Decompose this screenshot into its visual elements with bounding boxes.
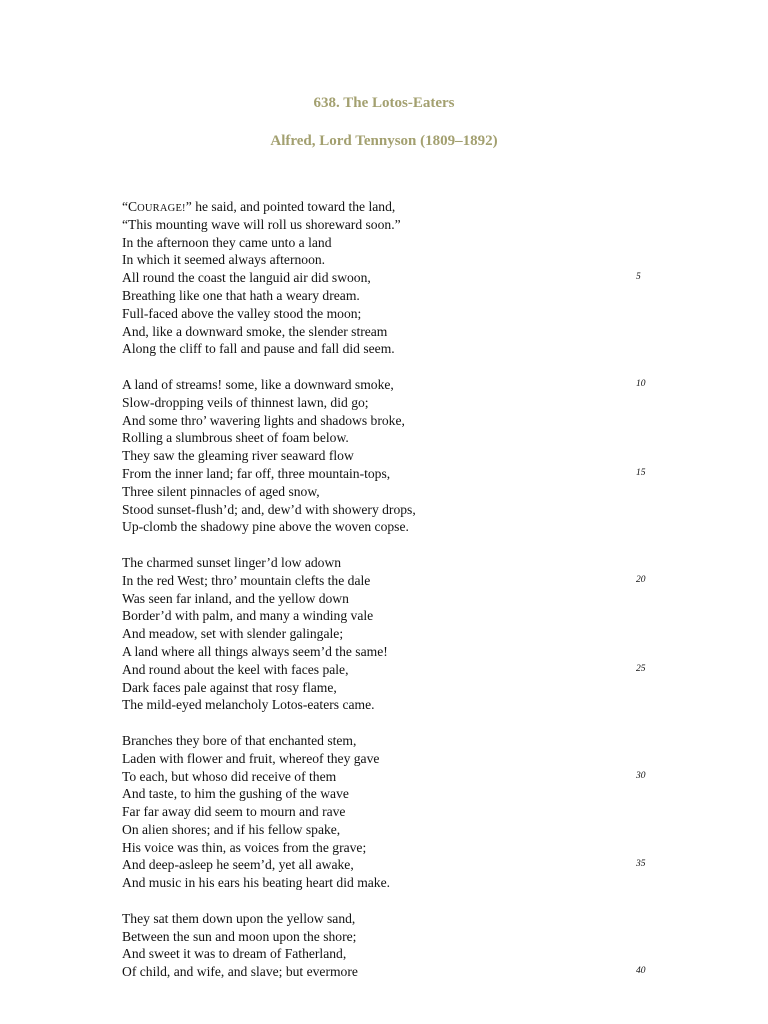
poem-line-text: “This mounting wave will roll us shoreward soon.” [122, 216, 401, 232]
poem-line-text: A land where all things always seem’d the same! [122, 643, 388, 659]
poem-line [122, 323, 682, 341]
stanza-break [122, 714, 682, 732]
poem-line [122, 251, 682, 269]
poem-line [122, 839, 682, 857]
poem-line [122, 501, 682, 519]
poem-line-text: The mild-eyed melancholy Lotos-eaters came. [122, 697, 375, 713]
stanza-break [122, 358, 682, 376]
poem-line [122, 518, 682, 536]
poem-line [122, 803, 682, 821]
line-number: 20 [636, 574, 646, 585]
poem-line [122, 554, 682, 572]
poem-line [122, 412, 682, 430]
poem-author: Alfred, Lord Tennyson (1809–1892) [270, 133, 498, 149]
poem-line [122, 679, 682, 697]
poem-line-text: Up-clomb the shadowy pine above the woven copse. [122, 519, 409, 535]
poem-line [122, 696, 682, 714]
poem-line-text: Slow-dropping veils of thinnest lawn, did go; [122, 394, 369, 410]
poem-line [122, 785, 682, 803]
poem-line [122, 340, 682, 358]
poem-line-text: They saw the gleaming river seaward flow [122, 448, 354, 464]
poem-line-text: Dark faces pale against that rosy flame, [122, 679, 337, 695]
line-number: 25 [636, 663, 646, 674]
stanza-break [122, 536, 682, 554]
poem-line [122, 768, 682, 786]
line-number: 5 [636, 272, 641, 283]
poem-line [122, 732, 682, 750]
poem-line-text: All round the coast the languid air did swoon, [122, 270, 371, 286]
poem-line-text: Far far away did seem to mourn and rave [122, 804, 346, 820]
poem-line [122, 874, 682, 892]
poem-line-text: Stood sunset-flush’d; and, dew’d with showery drops, [122, 501, 416, 517]
poem-line-text: On alien shores; and if his fellow spake, [122, 821, 341, 837]
poem-line [122, 394, 682, 412]
poem-line-text: Of child, and wife, and slave; but evermore [122, 964, 358, 980]
poem-line-text: Laden with flower and fruit, whereof they gave [122, 750, 380, 766]
poem-line-text: And round about the keel with faces pale, [122, 661, 349, 677]
poem-line [122, 856, 682, 874]
poem-line-text: And meadow, set with slender galingale; [122, 626, 344, 642]
poem-line [122, 216, 682, 234]
poem-line [122, 465, 682, 483]
poem-line [122, 821, 682, 839]
poem-line [122, 287, 682, 305]
poem-line [122, 928, 682, 946]
poem-line-text: His voice was thin, as voices from the grave; [122, 839, 367, 855]
poem-line-text: And sweet it was to dream of Fatherland, [122, 946, 347, 962]
poem-body [122, 198, 682, 981]
poem-line-text: Was seen far inland, and the yellow down [122, 590, 349, 606]
poem-line-text: And, like a downward smoke, the slender stream [122, 323, 388, 339]
poem-line [122, 376, 682, 394]
poem-title: 638. The Lotos-Eaters [313, 95, 455, 111]
poem-line [122, 607, 682, 625]
poem-line [122, 661, 682, 679]
poem-line [122, 643, 682, 661]
poem-line-text: A land of streams! some, like a downward smoke, [122, 376, 394, 392]
poem-line-text: Three silent pinnacles of aged snow, [122, 483, 320, 499]
poem-line-text: Full-faced above the valley stood the moon; [122, 305, 362, 321]
poem-line [122, 269, 682, 287]
poem-line [122, 910, 682, 928]
poem-line [122, 750, 682, 768]
poem-line [122, 305, 682, 323]
poem-line-text: From the inner land; far off, three mountain-tops, [122, 465, 391, 481]
poem-line-text: Rolling a slumbrous sheet of foam below. [122, 430, 349, 446]
line-number: 40 [636, 966, 646, 977]
poem-line-text: In which it seemed always afternoon. [122, 252, 326, 268]
poem-line [122, 234, 682, 252]
line-number: 10 [636, 378, 646, 389]
poem-line [122, 590, 682, 608]
poem-line [122, 429, 682, 447]
poem-line-text: Along the cliff to fall and pause and fall did seem. [122, 341, 395, 357]
poem-line-text: And taste, to him the gushing of the wave [122, 786, 349, 802]
poem-line-text: Between the sun and moon upon the shore; [122, 928, 357, 944]
poem-line-text: In the red West; thro’ mountain clefts the dale [122, 572, 371, 588]
poem-line-text: Border’d with palm, and many a winding vale [122, 608, 374, 624]
poem-line [122, 572, 682, 590]
poem-line [122, 945, 682, 963]
poem-line-text: And deep-asleep he seem’d, yet all awake, [122, 857, 354, 873]
poem-line-text: And some thro’ wavering lights and shadows broke, [122, 412, 405, 428]
poem-line-text: They sat them down upon the yellow sand, [122, 910, 356, 926]
poem-line-text: Branches they bore of that enchanted stem, [122, 732, 357, 748]
poem-line-text: The charmed sunset linger’d low adown [122, 554, 342, 570]
line-number: 30 [636, 770, 646, 781]
poem-line-text: To each, but whoso did receive of them [122, 768, 337, 784]
poem-line-text: Breathing like one that hath a weary dream. [122, 287, 360, 303]
poem-line [122, 963, 682, 981]
poem-line [122, 483, 682, 501]
poem-line [122, 447, 682, 465]
poem-line-text: “COURAGE!” he said, and pointed toward the land, [122, 199, 396, 214]
line-number: 15 [636, 467, 646, 478]
poem-line-text: In the afternoon they came unto a land [122, 234, 332, 250]
poem-line [122, 198, 682, 216]
poem-line-text: And music in his ears his beating heart did make. [122, 875, 391, 891]
stanza-break [122, 892, 682, 910]
poem-line [122, 625, 682, 643]
line-number: 35 [636, 859, 646, 870]
